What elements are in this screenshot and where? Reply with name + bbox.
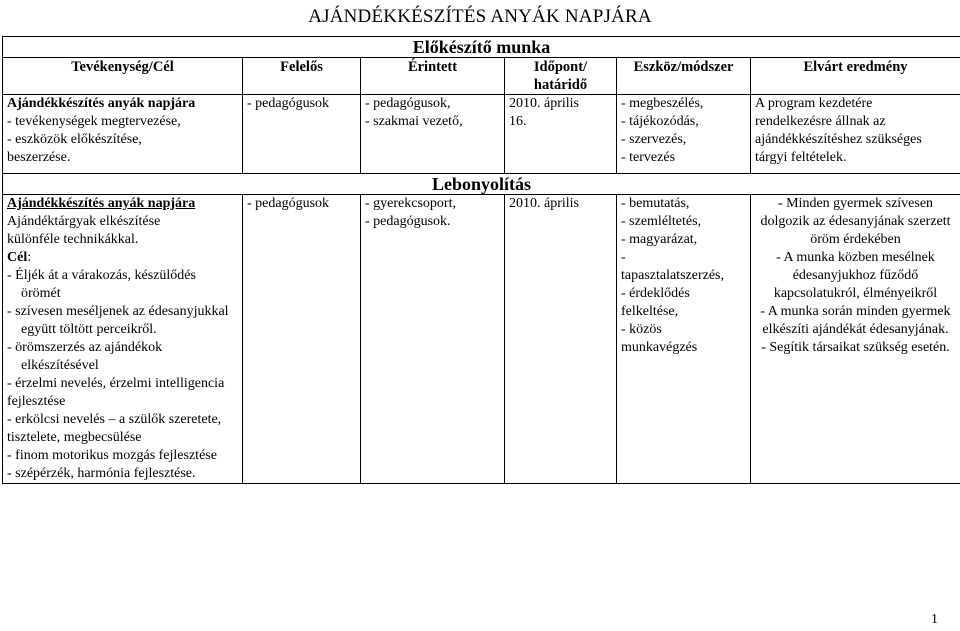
result-line: rendelkezésre állnak az <box>755 114 886 129</box>
header-date <box>505 58 617 95</box>
result-item: - A munka közben mesélnek édesanyjukhoz fűződő kapcsolatukról, élményeikről <box>773 250 938 301</box>
activity-sub: Ajándéktárgyak elkészítése <box>7 214 161 229</box>
involved-item: - pedagógusok, <box>365 96 451 111</box>
header-date-line2: határidő <box>533 77 588 93</box>
result-item: - A munka során minden gyermek elkészíti ajándékát édesanyjának. <box>760 304 951 337</box>
cell-involved-preparation <box>361 95 505 174</box>
header-result: Elvárt eredmény <box>751 58 960 95</box>
method-item: - tájékozódás, <box>621 114 699 129</box>
method-item: - megbeszélés, <box>621 96 704 111</box>
activity-title-execution: Ajándékkészítés anyák napjára <box>7 196 196 211</box>
result-item: - Segítik társaikat szükség esetén. <box>761 340 950 355</box>
document-title: AJÁNDÉKKÉSZÍTÉS ANYÁK NAPJÁRA <box>308 6 652 27</box>
activity-line: - tevékenységek megtervezése, <box>7 114 181 129</box>
cell-responsible-execution: - pedagógusok <box>243 195 361 484</box>
result-item: - Minden gyermek szívesen dolgozik az édesanyjának szerzett öröm érdekében <box>760 196 951 247</box>
method-item: - közös <box>621 322 662 337</box>
result-line: tárgyi feltételek. <box>755 150 847 165</box>
method-item: - szervezés, <box>621 132 687 147</box>
header-activity: Tevékenység/Cél <box>3 58 243 95</box>
table-row-preparation <box>3 95 960 174</box>
activity-sub: különféle technikákkal. <box>7 232 139 247</box>
plan-table <box>2 36 960 484</box>
involved-item: - pedagógusok. <box>365 214 451 229</box>
result-line: ajándékkészítéshez szükséges <box>755 132 922 147</box>
header-involved: Érintett <box>361 58 505 95</box>
date-line: 16. <box>509 114 527 129</box>
involved-item: - gyerekcsoport, <box>365 196 456 211</box>
cell-result-preparation <box>751 95 960 174</box>
goal-label: Cél <box>7 250 28 265</box>
cell-activity-execution <box>3 195 243 484</box>
goal-item: - szépérzék, harmónia fejlesztése. <box>7 466 196 481</box>
header-date-line1: Időpont/ <box>533 59 588 75</box>
goal-item: - finom motorikus mozgás fejlesztése <box>7 448 217 463</box>
header-row <box>3 58 960 95</box>
table-row-execution <box>3 195 960 484</box>
activity-line: - eszközök előkészítése, <box>7 132 142 147</box>
involved-item: - szakmai vezető, <box>365 114 463 129</box>
goal-heading <box>7 249 238 267</box>
cell-method-preparation <box>617 95 751 174</box>
result-line: A program kezdetére <box>755 96 873 111</box>
goal-colon: : <box>27 250 32 265</box>
goal-item: - érzelmi nevelés, érzelmi intelligencia fejlesztése <box>7 376 225 409</box>
section-row-execution <box>3 174 960 195</box>
cell-method-execution <box>617 195 751 484</box>
method-item: - magyarázat, <box>621 232 698 247</box>
method-item: tapasztalatszerzés, <box>621 268 724 283</box>
method-item: - érdeklődés <box>621 286 690 301</box>
header-responsible: Felelős <box>243 58 361 95</box>
goal-item: - szívesen meséljenek az édesanyjukkal együtt töltött perceikről. <box>7 304 229 337</box>
cell-date-preparation <box>505 95 617 174</box>
cell-responsible-preparation: - pedagógusok <box>243 95 361 174</box>
activity-line: beszerzése. <box>7 150 71 165</box>
cell-date-execution: 2010. április <box>505 195 617 484</box>
cell-involved-execution <box>361 195 505 484</box>
goal-item: - Éljék át a várakozás, készülődés örömét <box>7 268 196 301</box>
cell-result-execution <box>751 195 960 484</box>
section-row-preparation <box>3 37 960 58</box>
goal-item: - örömszerzés az ajándékok elkészítésével <box>7 340 163 373</box>
section-title-preparation: Előkészítő munka <box>3 37 960 58</box>
goal-item: - erkölcsi nevelés – a szülők szeretete, tisztelete, megbecsülése <box>7 412 222 445</box>
activity-title-preparation: Ajándékkészítés anyák napjára <box>7 96 196 111</box>
header-method: Eszköz/módszer <box>617 58 751 95</box>
method-item: - szemléltetés, <box>621 214 702 229</box>
method-item: munkavégzés <box>621 340 698 355</box>
cell-activity-preparation <box>3 95 243 174</box>
section-title-execution: Lebonyolítás <box>3 174 960 195</box>
method-item: - tervezés <box>621 150 676 165</box>
method-item: - bemutatás, <box>621 196 690 211</box>
page-number: 1 <box>931 612 938 627</box>
method-item: - <box>621 250 626 265</box>
result-spacer <box>755 357 956 469</box>
date-line: 2010. április <box>509 96 579 111</box>
method-item: felkeltése, <box>621 304 679 319</box>
